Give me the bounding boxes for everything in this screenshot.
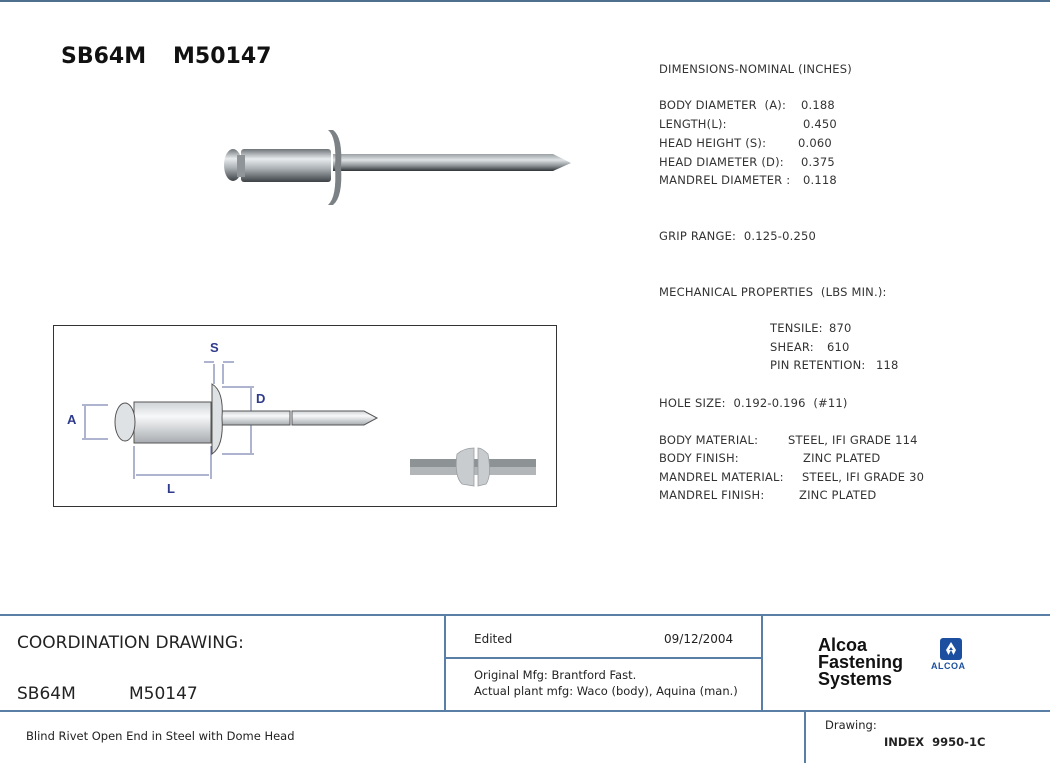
company-name-line-1: Alcoa — [818, 635, 868, 655]
mech-shear-label: SHEAR: — [770, 340, 814, 354]
alcoa-logo-icon — [940, 638, 962, 660]
title-block-divider-1 — [444, 614, 446, 712]
edited-date: 09/12/2004 — [664, 632, 734, 646]
mech-tensile-value: 870 — [829, 321, 852, 335]
dim-length-label: LENGTH(L): — [659, 117, 727, 131]
actual-mfg: Actual plant mfg: Waco (body), Aquina (man.) — [474, 684, 738, 698]
dimension-label-l: L — [167, 481, 175, 496]
dim-head-diameter-label: HEAD DIAMETER (D): — [659, 155, 784, 169]
dimension-label-d: D — [256, 391, 266, 406]
grip-range: GRIP RANGE: 0.125-0.250 — [659, 229, 817, 243]
coordination-drawing-label: COORDINATION DRAWING: — [17, 633, 244, 653]
rivet-dimension-diagram — [53, 325, 557, 507]
dimension-label-a: A — [67, 412, 77, 427]
dim-head-height-value: 0.060 — [798, 136, 832, 150]
company-name-line-2: Fastening — [818, 652, 904, 672]
mandrel-finish-value: ZINC PLATED — [799, 488, 877, 502]
mech-pin-retention-label: PIN RETENTION: — [770, 358, 866, 372]
mech-tensile-label: TENSILE: — [770, 321, 823, 335]
part-description: Blind Rivet Open End in Steel with Dome Head — [26, 729, 295, 743]
alcoa-logo-text: ALCOA — [931, 661, 966, 671]
company-name — [818, 637, 903, 688]
body-finish-value: ZINC PLATED — [803, 451, 881, 465]
drawing-index: INDEX 9950-1C — [884, 735, 986, 749]
company-name-line-3: Systems — [818, 669, 893, 689]
rivet-photo — [215, 127, 580, 212]
title-block-part-number: SB64M — [17, 684, 76, 704]
mandrel-finish-label: MANDREL FINISH: — [659, 488, 765, 502]
mil-number-title: M50147 — [173, 44, 272, 69]
edited-label: Edited — [474, 632, 513, 646]
body-material-value: STEEL, IFI GRADE 114 — [788, 433, 918, 447]
dim-mandrel-diameter-value: 0.118 — [803, 173, 837, 187]
dim-length-value: 0.450 — [803, 117, 837, 131]
mech-pin-retention-value: 118 — [876, 358, 899, 372]
title-block-divider-3 — [804, 710, 806, 763]
title-block-top-rule — [0, 614, 1050, 616]
top-border — [0, 0, 1050, 2]
hole-size: HOLE SIZE: 0.192-0.196 (#11) — [659, 396, 848, 410]
title-block-bottom-rule — [0, 710, 1050, 712]
title-block-mil-number: M50147 — [129, 684, 198, 704]
dim-mandrel-diameter-label: MANDREL DIAMETER : — [659, 173, 791, 187]
title-block-divider-2 — [761, 614, 763, 712]
body-material-label: BODY MATERIAL: — [659, 433, 759, 447]
body-finish-label: BODY FINISH: — [659, 451, 739, 465]
original-mfg: Original Mfg: Brantford Fast. — [474, 668, 637, 682]
drawing-label: Drawing: — [825, 718, 877, 732]
dimension-label-s: S — [210, 340, 219, 355]
mechanical-title: MECHANICAL PROPERTIES (LBS MIN.): — [659, 285, 887, 299]
dim-head-diameter-value: 0.375 — [801, 155, 835, 169]
dim-body-diameter-value: 0.188 — [801, 98, 835, 112]
mech-shear-value: 610 — [827, 340, 850, 354]
dim-body-diameter-label: BODY DIAMETER (A): — [659, 98, 787, 112]
dimensions-title: DIMENSIONS-NOMINAL (INCHES) — [659, 62, 852, 76]
dim-head-height-label: HEAD HEIGHT (S): — [659, 136, 767, 150]
mandrel-material-label: MANDREL MATERIAL: — [659, 470, 784, 484]
part-number-title: SB64M — [61, 44, 147, 69]
title-block-mid-rule — [445, 657, 763, 659]
mandrel-material-value: STEEL, IFI GRADE 30 — [802, 470, 925, 484]
